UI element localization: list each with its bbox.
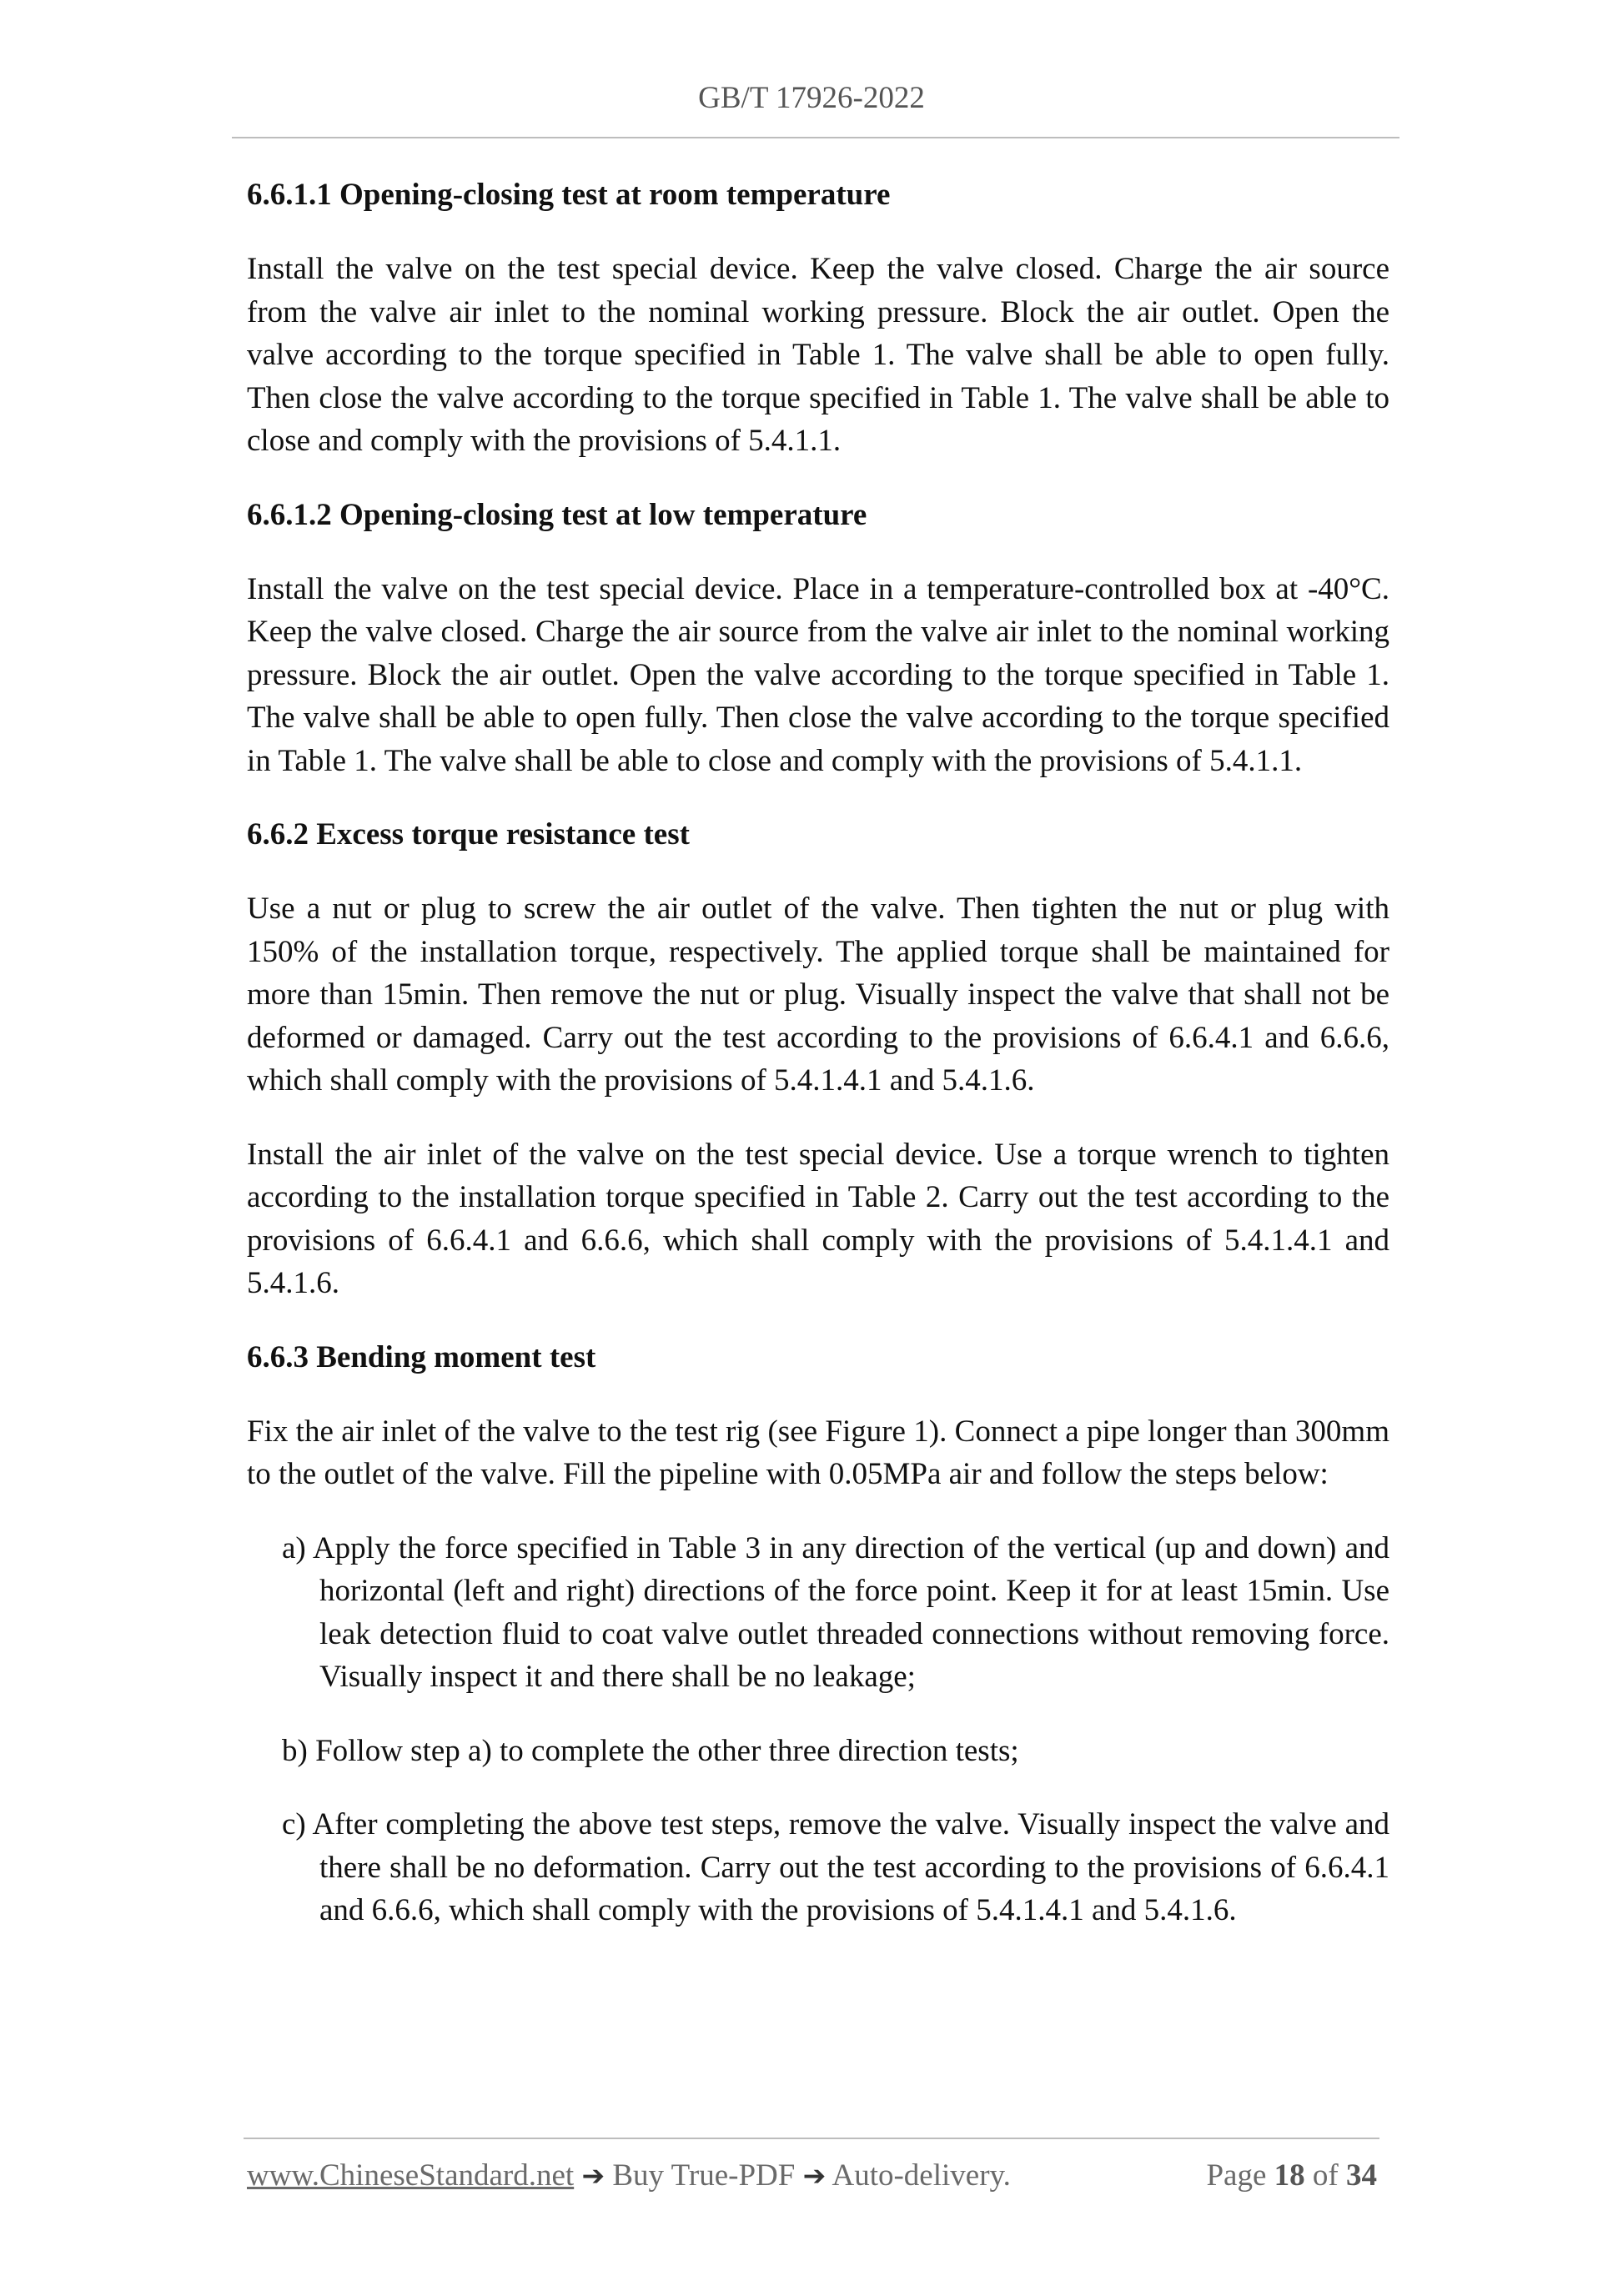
arrow-right-icon: ➔ <box>802 2159 827 2192</box>
body-paragraph: Install the valve on the test special device. Place in a temperature-controlled box at -40°C. Keep the valve closed. Charge the air source from the valve air inlet to the nominal working pressure. Block the air outlet. Open the valve according to the torque specified in Table 1. The valve shall be able to open fully. Then close the valve according to the torque specified in Table 1. The valve shall be able to close and comply with the provisions of 5.4.1.1. <box>247 571 1389 778</box>
delivery-text: Auto-delivery. <box>832 2158 1011 2193</box>
section-heading: 6.6.2 Excess torque resistance test <box>247 817 690 852</box>
site-link[interactable]: www.ChineseStandard.net <box>247 2158 575 2193</box>
section-heading: 6.6.1.1 Opening-closing test at room temperature <box>247 178 891 212</box>
steps-list <box>282 1527 1389 1932</box>
document-header: GB/T 17926-2022 <box>698 81 925 115</box>
body-paragraph: Install the air inlet of the valve on the test special device. Use a torque wrench to tighten according to the installation torque specified in Table 2. Carry out the test according to the provisions of 6.6.4.1 and 6.6.6, which shall comply with the provisions of 5.4.1.4.1 and 5.4.1.6. <box>247 1137 1389 1300</box>
arrow-right-icon: ➔ <box>581 2159 605 2192</box>
header-divider <box>232 137 1399 138</box>
list-item: b) Follow step a) to complete the other three direction tests; <box>282 1733 1019 1768</box>
section-heading: 6.6.3 Bending moment test <box>247 1339 596 1374</box>
list-item: c) After completing the above test steps, remove the valve. Visually inspect the valve and there shall be no deformation. Carry out the test according to the provisions of 6.6.4.1 and 6.6.6, which shall comply with the provisions of 5.4.1.4.1 and 5.4.1.6. <box>282 1807 1389 1927</box>
section-6-6-2 <box>247 813 1389 1305</box>
page-label: Page <box>1206 2158 1267 2193</box>
body-paragraph: Use a nut or plug to screw the air outlet of the valve. Then tighten the nut or plug with 150% of the installation torque, respectively. The applied torque shall be maintained for more than 15min. Then remove the nut or plug. Visually inspect the valve that shall not be deformed or damaged. Carry out the test according to the provisions of 6.6.4.1 and 6.6.6, which shall comply with the provisions of 5.4.1.4.1 and 5.4.1.6. <box>247 892 1389 1098</box>
document-body <box>247 173 1389 1963</box>
page-number <box>1206 2158 1377 2193</box>
list-item: a) Apply the force specified in Table 3 in any direction of the vertical (up and down) and horizontal (left and right) directions of the force point. Keep it for at least 15min. Use leak detection fluid to coat valve outlet threaded connections without removing force. Visually inspect it and there shall be no leakage; <box>282 1530 1389 1694</box>
section-6-6-3 <box>247 1336 1389 1932</box>
page-total: 34 <box>1346 2158 1377 2193</box>
footer-divider <box>244 2138 1379 2139</box>
footer-left <box>247 2158 1011 2193</box>
body-paragraph: Install the valve on the test special device. Keep the valve closed. Charge the air source from the valve air inlet to the nominal working pressure. Block the air outlet. Open the valve according to the torque specified in Table 1. The valve shall be able to open fully. Then close the valve according to the torque specified in Table 1. The valve shall be able to close and comply with the provisions of 5.4.1.1. <box>247 252 1389 458</box>
buy-text: Buy True-PDF <box>612 2158 796 2193</box>
section-6-6-1-2 <box>247 494 1389 783</box>
section-heading: 6.6.1.2 Opening-closing test at low temperature <box>247 497 867 532</box>
page-footer <box>247 2158 1377 2193</box>
body-paragraph: Fix the air inlet of the valve to the test rig (see Figure 1). Connect a pipe longer than 300mm to the outlet of the valve. Fill the pipeline with 0.05MPa air and follow the steps below: <box>247 1414 1389 1491</box>
section-6-6-1-1 <box>247 173 1389 463</box>
page-current: 18 <box>1274 2158 1305 2193</box>
of-label: of <box>1312 2158 1339 2193</box>
